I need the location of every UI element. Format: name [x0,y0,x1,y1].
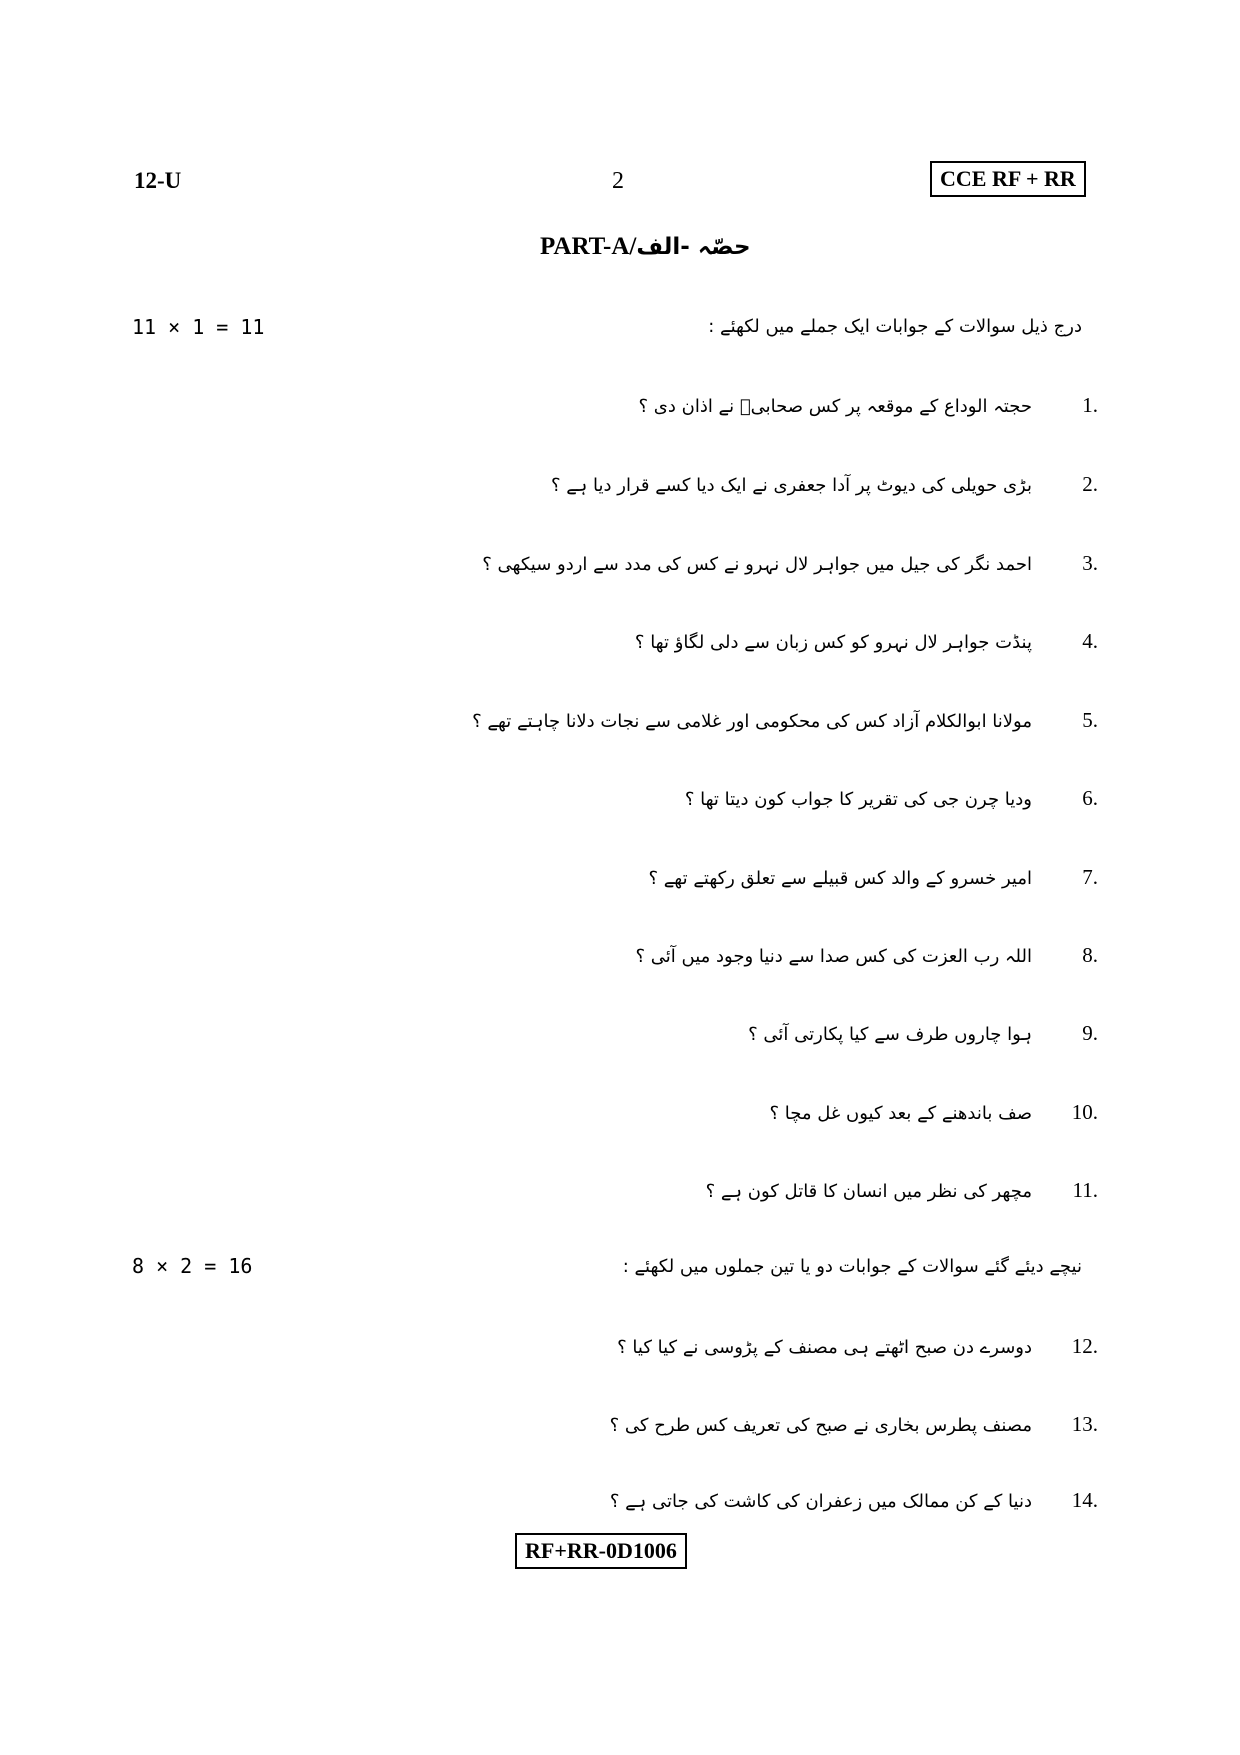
question-number: 13. [1071,1412,1098,1436]
question-number: 12. [1071,1334,1098,1358]
section-instruction: درج ذیل سوالات کے جوابات ایک جملے میں لکھئے : [708,316,1082,337]
question-number: 2. [1082,472,1098,496]
question-number: 11. [1072,1178,1098,1202]
part-title-urdu: حصّہ -الف [636,234,751,260]
question-number: 5. [1082,708,1098,732]
question-item [338,1178,1098,1203]
question-text: دوسرے دن صبح اٹھتے ہی مصنف کے پڑوسی نے کیا کیا ؟ [617,1337,1032,1358]
question-number: 10. [1071,1100,1098,1124]
question-number: 6. [1082,786,1098,810]
question-text: مصنف پطرس بخاری نے صبح کی تعریف کس طرح کی ؟ [609,1415,1032,1436]
question-text: صف باندھنے کے بعد کیوں غل مچا ؟ [769,1103,1032,1124]
question-item [338,1021,1098,1046]
question-item [338,708,1098,733]
question-item [338,1100,1098,1125]
footer-code-box: RF+RR-0D1006 [515,1533,687,1569]
question-number: 8. [1082,943,1098,967]
question-text: احمد نگر کی جیل میں جواہر لال نہرو نے کس کی مدد سے اردو سیکھی ؟ [482,554,1032,575]
question-text: ودیا چرن جی کی تقریر کا جواب کون دیتا تھا ؟ [684,789,1032,810]
question-item [338,1488,1098,1513]
question-text: مچھر کی نظر میں انسان کا قاتل کون ہے ؟ [705,1181,1032,1202]
question-number: 1. [1082,393,1098,417]
section-marks: 8 × 2 = 16 [132,1254,253,1278]
question-text: اللہ رب العزت کی کس صدا سے دنیا وجود میں آئی ؟ [635,946,1032,967]
question-number: 7. [1082,865,1098,889]
section-instruction: نیچے دیئے گئے سوالات کے جوابات دو یا تین جملوں میں لکھئے : [622,1256,1082,1277]
paper-code: 12-U [134,168,182,193]
part-title [540,233,870,261]
question-item [338,629,1098,654]
question-item [338,786,1098,811]
question-number: 3. [1082,551,1098,575]
question-text: مولانا ابوالکلام آزاد کس کی محکومی اور غلامی سے نجات دلانا چاہتے تھے ؟ [472,711,1032,732]
section-marks: 11 × 1 = 11 [132,315,265,339]
question-item [338,1412,1098,1437]
question-text: امیر خسرو کے والد کس قبیلے سے تعلق رکھتے تھے ؟ [648,868,1032,889]
question-number: 4. [1082,629,1098,653]
question-item [338,865,1098,890]
question-item [338,472,1098,497]
page-number: 2 [612,168,624,194]
question-text: حجتہ الوداع کے موقعہ پر کس صحابیؓ نے اذان دی ؟ [638,396,1032,417]
exam-type-box: CCE RF + RR [930,161,1086,197]
question-number: 14. [1071,1488,1098,1512]
question-item [338,393,1098,418]
question-text: ہوا چاروں طرف سے کیا پکارتی آئی ؟ [748,1024,1032,1045]
question-item [338,1334,1098,1359]
question-text: دنیا کے کن ممالک میں زعفران کی کاشت کی جاتی ہے ؟ [609,1491,1032,1512]
question-item [338,551,1098,576]
part-title-english: PART-A/ [540,233,637,260]
question-text: پنڈت جواہر لال نہرو کو کس زبان سے دلی لگاؤ تھا ؟ [634,632,1032,653]
question-number: 9. [1082,1021,1098,1045]
question-text: بڑی حویلی کی دیوٹ پر آدا جعفری نے ایک دیا کسے قرار دیا ہے ؟ [550,475,1032,496]
question-item [338,943,1098,968]
